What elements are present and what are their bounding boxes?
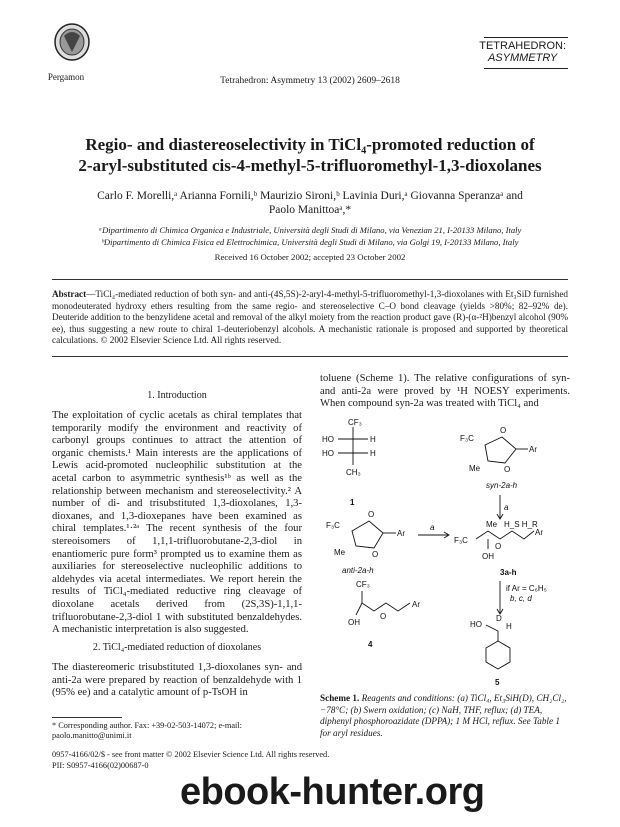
section1-heading: 1. Introduction	[147, 390, 207, 401]
cmp3-o: O	[495, 542, 502, 551]
journal-name	[479, 40, 566, 64]
scheme-caption	[320, 693, 570, 739]
arrow-condition: if Ar = C₆H₅	[506, 584, 547, 593]
abstract-label: Abstract	[52, 289, 87, 299]
author-list	[70, 189, 550, 217]
cmp5-label: 5	[495, 678, 500, 687]
compound-4	[348, 580, 420, 649]
cmp3-hshr: H_S H_R	[504, 520, 538, 529]
footnote-rule	[52, 717, 122, 718]
abstract	[52, 289, 568, 347]
cmp4-cf3: CF₃	[356, 580, 370, 589]
section1-text: The exploitation of cyclic acetals as chiral templates that temporarily modify the environment and reactivity of carbonyl groups continues to attract the attention of organic chemists.¹ Main interests are the applications of Lewis acid-promoted nucleophilic substitution at the acetal carbon to asymmetric synthesis¹ᵇ as well as the relationship between mechanism and stereoselectivity.² A number of di- and trisubstituted 1,3-dioxolanes, 1,3-dioxanes, and 1,3-dioxepanes have been examined as chiral templates.¹·²ᵃ The recent synthesis of the four stereoisomers of 1,1,1-trifluorobutane-2,3-diol in enantiomeric pure form³ prompted us to examine them as auxiliaries for stereoselective nucleophilic additions to aldehydes via acetal intermediates. We report herein the results of TiCl₄-mediated reductive ring cleavage of dioxolane acetals derived from (2S,3S)-1,1,1-trifluorobutane-2,3-diol 1 with substituted benzaldehydes. A mechanistic interpretation is also suggested.	[52, 410, 302, 636]
authors-line2: Paolo Manittoaᵃ,*	[268, 204, 352, 216]
cmp3-f3c: F₃C	[454, 536, 468, 545]
syn-f3c: F₃C	[460, 434, 474, 443]
arrow-down-a-label: a	[504, 503, 509, 512]
footnote: * Corresponding author. Fax: +39-02-503-14072; e-mail: paolo.manitto@unimi.it	[52, 721, 242, 740]
journal-citation: Tetrahedron: Asymmetry 13 (2002) 2609–2618	[220, 76, 400, 86]
cmp4-o: O	[380, 612, 387, 621]
anti-o1: O	[368, 510, 375, 519]
section2-heading: 2. TiCl₄-mediated reduction of dioxolanes	[92, 642, 262, 653]
authors-line1: Carlo F. Morelli,ᵃ Arianna Fornili,ᵇ Maurizio Sironi,ᵇ Lavinia Duri,ᵃ Giovanna Speranzaᵃ and	[97, 190, 523, 202]
journal-line2: ASYMMETRY	[487, 52, 558, 64]
cmp1-ch3: CH₃	[346, 468, 361, 477]
compound-syn-2	[460, 426, 537, 490]
anti-label: anti-2a-h	[342, 566, 374, 575]
anti-me: Me	[334, 548, 346, 557]
abstract-rule-bottom	[52, 356, 568, 357]
title-line1: Regio- and diastereoselectivity in TiCl₄-promoted reduction of	[85, 135, 535, 154]
right-column-text: toluene (Scheme 1). The relative configurations of syn- and anti-2a were proved by ¹H NOESY experiments. When compound syn-2a was treated with TiCl₄ and	[320, 373, 570, 410]
cmp4-oh: OH	[348, 618, 360, 627]
cmp5-d: D	[496, 614, 502, 623]
cmp4-ar: Ar	[412, 600, 420, 609]
cmp3-label: 3a-h	[500, 568, 517, 577]
cmp1-label: 1	[350, 498, 355, 507]
section2-text: The diastereomeric trisubstituted 1,3-dioxolanes syn- and anti-2a were prepared by reaction of benzaldehyde with 1 (95% ee) and a catalytic amount of p-TsOH in	[52, 662, 302, 699]
affiliation-b: ᵇDipartimento di Chimica Fisica ed Elettrochimica, Università degli Studi di Milano, via Golgi 19, I-20133 Milano, Italy	[101, 237, 519, 247]
publisher-logo	[52, 22, 92, 68]
journal-rule-top	[484, 37, 568, 38]
scheme-caption-label: Scheme 1.	[320, 693, 360, 703]
received-dates: Received 16 October 2002; accepted 23 October 2002	[214, 252, 406, 262]
abstract-rule-top	[52, 279, 568, 280]
anti-o2: O	[372, 550, 379, 559]
cmp3-ar: Ar	[535, 528, 543, 537]
syn-o2: O	[504, 465, 511, 474]
cmp1-ho-2: HO	[322, 449, 334, 458]
arrow-steps: b, c, d	[510, 594, 532, 603]
affiliation-a: ᵃDipartimento di Chimica Organica e Industriale, Università degli Studi di Milano, via Venezian 21, I-20133 Milano, Italy	[98, 225, 522, 235]
compound-5	[470, 614, 512, 687]
anti-ar: Ar	[397, 529, 405, 538]
cmp5-ho: HO	[470, 620, 482, 629]
cmp1-cf3: CF₃	[348, 418, 362, 427]
cmp4-label: 4	[368, 640, 373, 649]
title-line2: 2-aryl-substituted cis-4-methyl-5-trifluoromethyl-1,3-dioxolanes	[78, 156, 542, 175]
cmp5-h: H	[506, 622, 512, 631]
abstract-text: —TiCl₄-mediated reduction of both syn- and anti-(4S,5S)-2-aryl-4-methyl-5-trifluoromethyl-1,3-dioxolanes with Et₃SiD furnished monodeuterated hydroxy ethers resulting from the same regio- and stereoselective C–O bond cleavage (yields >80%; 82–92% de). Deuteride addition to the benzylidene acetal and removal of the alkyl moiety from the reaction product gave (R)-(α-²H)benzyl alcohol (90% ee), thus suggesting a new route to chiral 1-deuteriobenzyl alcohols. A mechanistic rationale is proposed and supported by theoretical calculations. © 2002 Elsevier Science Ltd. All rights reserved.	[52, 289, 568, 346]
pii-line: PII: S0957-4166(02)00687-0	[52, 761, 149, 770]
cmp1-h-2: H	[370, 449, 376, 458]
syn-me: Me	[469, 464, 481, 473]
syn-o1: O	[500, 426, 507, 435]
publisher-name: Pergamon	[47, 72, 85, 82]
compound-1	[322, 418, 376, 507]
cmp3-oh: OH	[482, 552, 494, 561]
syn-ar: Ar	[529, 445, 537, 454]
watermark: ebook-hunter.org	[180, 771, 485, 813]
article-title	[60, 134, 560, 176]
cmp3-me: Me	[486, 520, 498, 529]
cmp1-ho-1: HO	[322, 435, 334, 444]
journal-line1: TETRAHEDRON:	[479, 40, 566, 52]
scheme-1	[320, 415, 570, 690]
syn-label: syn-2a-h	[486, 481, 518, 490]
compound-anti-2	[326, 510, 405, 575]
anti-f3c: F₃C	[326, 521, 340, 530]
journal-rule-bottom	[484, 68, 568, 69]
cmp1-h-1: H	[370, 435, 376, 444]
arrow-right-a-label: a	[430, 523, 435, 532]
copyright-line: 0957-4166/02/$ - see front matter © 2002 Elsevier Science Ltd. All rights reserved.	[52, 750, 330, 759]
scheme-caption-text: Reagents and conditions: (a) TiCl₄, Et₃SiH(D), CH₂Cl₂, −78°C; (b) Swern oxidation; (c) NaH, THF, reflux; (d) TEA, diphenyl phosphoroazidate (DPPA); 1 M HCl, reflux. See Table 1 for aryl residues.	[320, 693, 567, 738]
compound-3	[454, 520, 543, 577]
